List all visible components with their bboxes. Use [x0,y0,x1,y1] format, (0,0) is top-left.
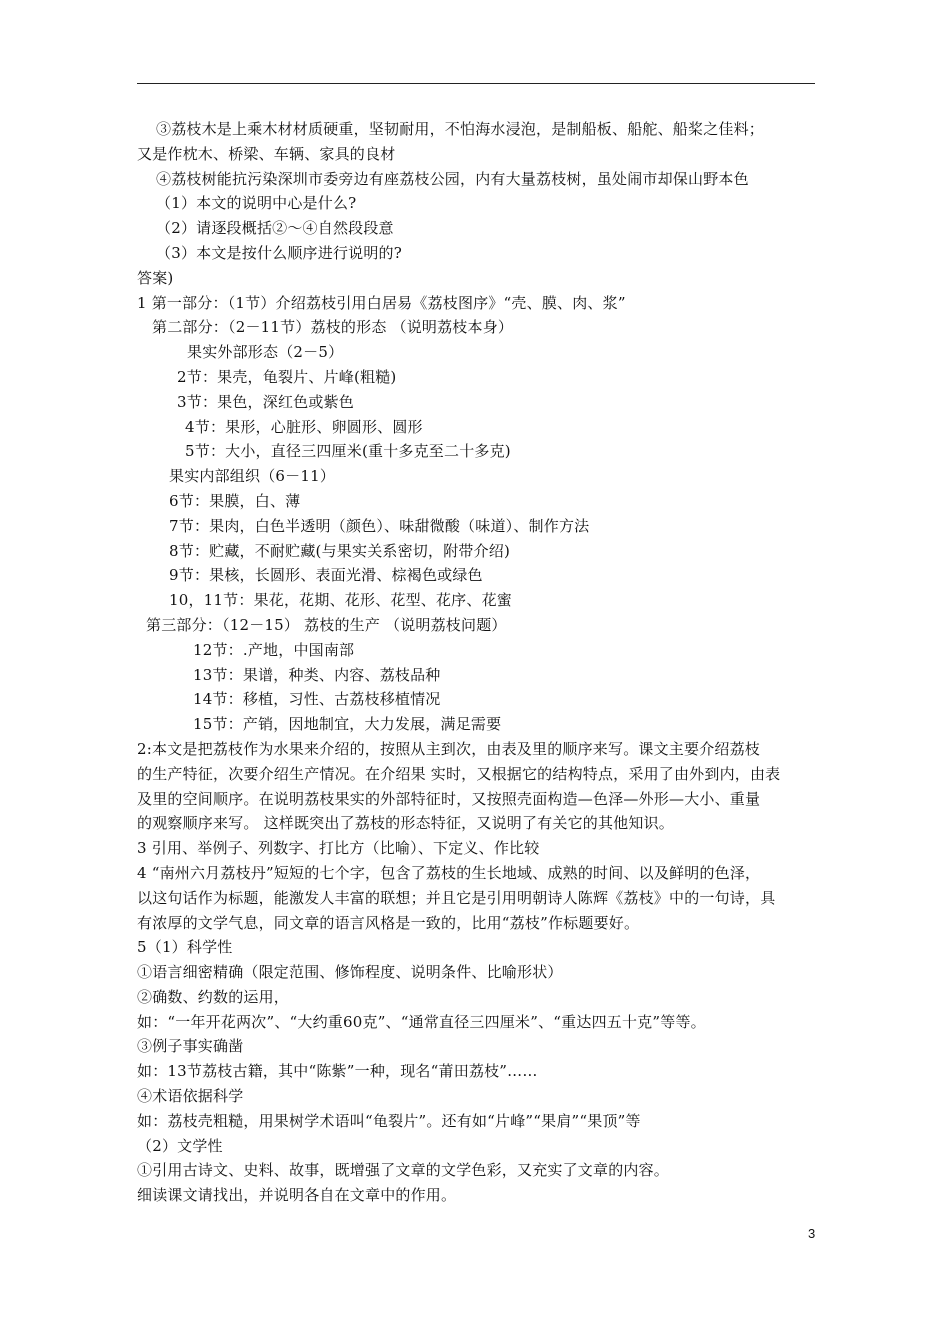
text-line: ③荔枝木是上乘木材材质硬重，坚韧耐用，不怕海水浸泡，是制船板、船舵、船桨之佳料； [156,120,765,138]
text-line: 9节：果核，长圆形、表面光滑、棕褐色或绿色 [169,566,483,585]
page-number: 3 [808,1226,816,1241]
text-line: 及里的空间顺序。在说明荔枝果实的外部特征时，又按照壳面构造—色泽—外形—大小、重量 [137,789,761,808]
text-line: （2）请逐段概括②～④自然段段意 [156,219,394,238]
text-line: ③例子事实确凿 [137,1037,244,1056]
document-body [137,117,815,1208]
text-line: 4 “南州六月荔枝丹”短短的七个字，包含了荔枝的生长地域、成熟的时间、以及鲜明的色泽， [137,863,761,882]
text-line: 如：荔枝壳粗糙，用果树学术语叫“龟裂片”。还有如“片峰”“果肩”“果顶”等 [137,1111,641,1130]
header-rule [137,83,815,84]
text-line: 8节：贮藏，不耐贮藏(与果实关系密切，附带介绍) [169,541,511,560]
text-line: 3 引用、举例子、列数字、打比方（比喻）、下定义、作比较 [137,839,540,858]
text-line: 10，11节：果花，花期、花形、花型、花序、花蜜 [169,591,512,610]
text-line: 果实外部形态（2－5） [187,343,344,362]
text-line: 4节：果形，心脏形、卵圆形、圆形 [185,417,423,436]
text-line: （2）文学性 [137,1136,223,1155]
text-line: 如：13节荔枝古籍，其中“陈紫”一种，现名“莆田荔枝”…… [137,1062,538,1081]
text-line: 3节：果色，深红色或紫色 [177,392,354,411]
text-line: 的观察顺序来写。 这样既突出了荔枝的形态特征，又说明了有关它的其他知识。 [137,814,674,833]
text-line: 第三部分：（12－15） 荔枝的生产 （说明荔枝问题） [146,615,507,634]
text-line: 14节：移植，习性、古荔枝移植情况 [193,690,441,709]
text-line: （1）本文的说明中心是什么? [156,194,357,213]
text-line: 2节：果壳，龟裂片、片峰(粗糙) [177,367,397,386]
text-line: 12节：.产地，中国南部 [193,640,355,659]
text-line: ④荔枝树能抗污染深圳市委旁边有座荔枝公园，内有大量荔枝树，虽处闹市却保山野本色 [156,169,749,188]
text-line: 细读课文请找出，并说明各自在文章中的作用。 [137,1186,457,1205]
text-line: 有浓厚的文学气息，同文章的语言风格是一致的，比用“荔枝”作标题要好。 [137,913,640,932]
text-line: 以这句话作为标题，能激发人丰富的联想；并且它是引用明朝诗人陈辉《荔枝》中的一句诗，具 [137,888,776,907]
text-line: 的生产特征，次要介绍生产情况。在介绍果 实时，又根据它的结构特点，采用了由外到内，由表 [137,764,781,783]
text-line: 5（1）科学性 [137,938,233,957]
text-line: ①引用古诗文、史料、故事，既增强了文章的文学色彩，又充实了文章的内容。 [137,1161,670,1180]
text-line: 5节：大小，直径三四厘米(重十多克至二十多克) [185,442,511,461]
text-line: 第二部分：（2－11节）荔枝的形态 （说明荔枝本身） [152,318,514,337]
text-line: 13节：果谱，种类、内容、荔枝品种 [193,665,441,684]
text-line: ②确数、约数的运用， [137,987,290,1006]
text-line: ①语言细密精确（限定范围、修饰程度、说明条件、比喻形状） [137,963,563,982]
text-line: 15节：产销，因地制宜，大力发展，满足需要 [193,715,502,734]
text-line: 6节：果膜，白、薄 [169,491,301,510]
text-line: 又是作枕木、桥梁、车辆、家具的良材 [137,144,396,163]
text-line: 2:本文是把荔枝作为水果来介绍的，按照从主到次，由表及里的顺序来写。课文主要介绍荔枝 [137,739,761,758]
text-line: 7节：果肉，白色半透明（颜色）、味甜微酸（味道）、制作方法 [169,516,590,535]
text-line: ④术语依据科学 [137,1087,244,1106]
text-line: 1 第一部分：（1节）介绍荔枝引用白居易《荔枝图序》“壳、膜、肉、浆” [137,293,626,312]
text-line: （3）本文是按什么顺序进行说明的? [156,243,402,262]
text-line: 答案) [137,268,174,287]
text-line: 果实内部组织（6－11） [169,467,336,486]
text-line: 如：“一年开花两次”、“大约重60克”、“通常直径三四厘米”、“重达四五十克”等等。 [137,1012,706,1031]
